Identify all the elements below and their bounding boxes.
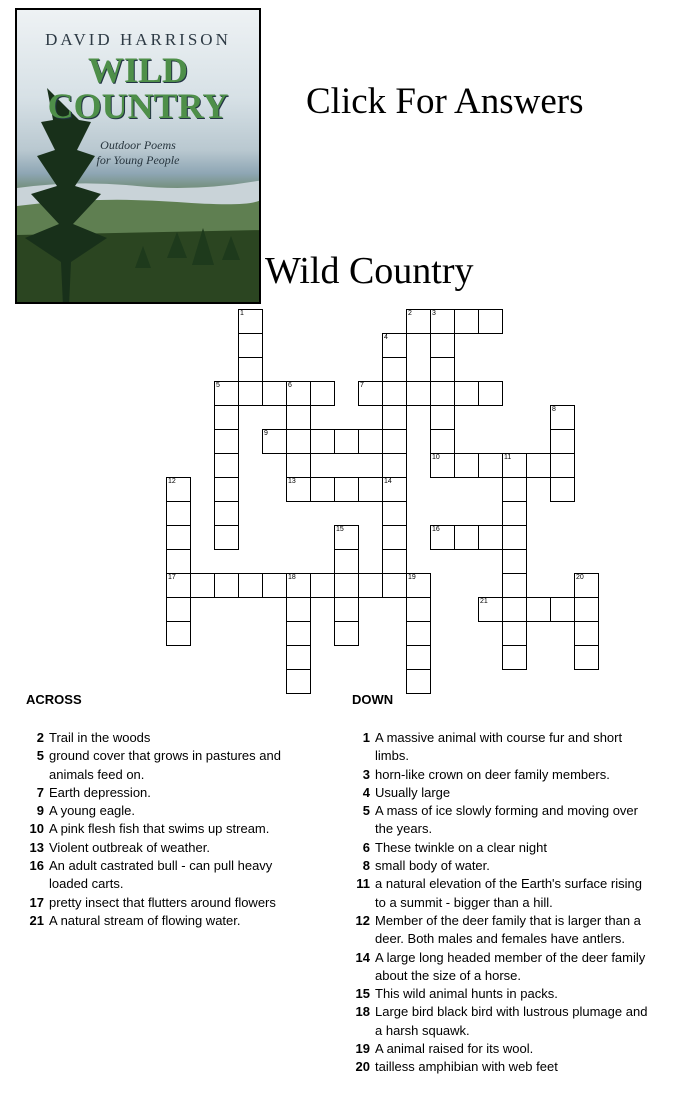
crossword-cell[interactable] [478,453,503,478]
crossword-cell[interactable] [358,573,383,598]
crossword-cell[interactable] [454,525,479,550]
crossword-cell[interactable] [214,477,239,502]
across-clue-13 [26,839,301,857]
clue-number: 9 [36,803,44,819]
clue-number: 21 [29,912,44,928]
crossword-cell[interactable] [478,525,503,550]
cell-number: 12 [168,478,176,485]
crossword-cell[interactable] [478,597,503,622]
crossword-cell[interactable] [454,309,479,334]
cell-number: 13 [288,478,296,485]
clue-number: 1 [362,730,370,745]
crossword-cell[interactable] [238,381,263,406]
down-clue-18 [352,1003,652,1040]
cell-number: 17 [168,574,176,581]
crossword-cell[interactable] [214,381,239,406]
cell-number: 6 [288,382,292,389]
crossword-cell[interactable] [286,453,311,478]
clue-number: 13 [29,839,44,855]
crossword-cell[interactable] [382,477,407,502]
crossword-cell[interactable] [286,405,311,430]
crossword-cell[interactable] [214,429,239,454]
cell-number: 19 [408,574,416,581]
clue-text: Large bird black bird with lustrous plumage and a harsh squawk. [375,1004,648,1038]
crossword-cell[interactable] [286,429,311,454]
clue-text: pretty insect that flutters around flowers [49,894,276,910]
cell-number: 9 [264,430,268,437]
crossword-cell[interactable] [166,549,191,574]
crossword-cell[interactable] [238,309,263,334]
cover-subtitle-line1: Outdoor Poems [100,138,176,152]
crossword-cell[interactable] [214,573,239,598]
down-heading: DOWN [352,692,394,707]
crossword-cell[interactable] [310,429,335,454]
across-heading: ACROSS [26,692,82,707]
crossword-cell[interactable] [310,573,335,598]
crossword-cell[interactable] [286,669,311,694]
clue-text: A large long headed member of the deer family about the size of a horse. [375,949,646,983]
cover-title-line1: WILD [87,50,189,90]
crossword-cell[interactable] [382,357,407,382]
crossword-cell[interactable] [214,525,239,550]
crossword-cell[interactable] [166,501,191,526]
cell-number: 5 [216,382,220,389]
clue-text: Usually large [375,784,451,800]
crossword-cell[interactable] [406,309,431,334]
cell-number: 7 [360,382,364,389]
clue-text: These twinkle on a clear night [375,839,547,855]
crossword-cell[interactable] [550,597,575,622]
crossword-cell[interactable] [358,477,383,502]
clue-text: This wild animal hunts in packs. [375,986,558,1002]
cover-author: DAVID HARRISON [45,30,231,49]
across-clue-2 [26,729,301,747]
down-clue-12 [352,912,652,949]
across-clue-17 [26,894,301,912]
click-for-answers-link[interactable]: Click For Answers [306,81,584,122]
crossword-cell[interactable] [214,501,239,526]
crossword-cell[interactable] [574,645,599,670]
crossword-cell[interactable] [550,453,575,478]
crossword-cell[interactable] [406,381,431,406]
crossword-cell[interactable] [334,621,359,646]
crossword-cell[interactable] [430,357,455,382]
crossword-cell[interactable] [238,573,263,598]
clue-number: 2 [36,730,44,745]
crossword-cell[interactable] [526,597,551,622]
cell-number: 4 [384,334,388,341]
cover-title [17,52,259,124]
crossword-cell[interactable] [310,381,335,406]
crossword-cell[interactable] [574,573,599,598]
crossword-cell[interactable] [454,381,479,406]
clue-text: horn-like crown on deer family members. [375,766,610,782]
crossword-cell[interactable] [334,525,359,550]
crossword-cell[interactable] [502,597,527,622]
crossword-cell[interactable] [406,669,431,694]
clue-number: 6 [362,839,370,855]
crossword-cell[interactable] [502,621,527,646]
cell-number: 14 [384,478,392,485]
crossword-cell[interactable] [382,549,407,574]
crossword-cell[interactable] [478,309,503,334]
crossword-cell[interactable] [550,429,575,454]
down-clue-20 [352,1058,652,1076]
crossword-cell[interactable] [502,525,527,550]
cell-number: 8 [552,406,556,413]
crossword-cell[interactable] [286,621,311,646]
clue-text: A young eagle. [49,803,136,819]
clue-text: Member of the deer family that is larger than a deer. Both males and females have antlers. [375,912,641,947]
crossword-cell[interactable] [382,381,407,406]
crossword-cell[interactable] [454,453,479,478]
crossword-cell[interactable] [334,597,359,622]
crossword-cell[interactable] [358,429,383,454]
crossword-cell[interactable] [502,645,527,670]
crossword-cell[interactable] [166,573,191,598]
cell-number: 21 [480,598,488,605]
clue-number: 7 [36,784,44,800]
crossword-cell[interactable] [334,549,359,574]
down-clue-5 [352,802,652,839]
clue-number: 16 [29,858,44,874]
crossword-cell[interactable] [406,645,431,670]
clue-text: A pink flesh fish that swims up stream. [49,821,270,837]
down-clue-4 [352,784,652,802]
clue-number: 3 [362,766,370,782]
crossword-cell[interactable] [430,405,455,430]
crossword-cell[interactable] [430,429,455,454]
clue-text: A natural stream of flowing water. [49,912,241,928]
cell-number: 18 [288,574,296,581]
crossword-cell[interactable] [430,453,455,478]
crossword-cell[interactable] [166,525,191,550]
crossword-cell[interactable] [550,405,575,430]
cover-title-line2: COUNTRY [47,86,229,126]
clue-number: 11 [356,876,370,892]
clue-text: tailless amphibian with web feet [375,1059,558,1075]
crossword-cell[interactable] [382,573,407,598]
clue-number: 19 [355,1041,370,1057]
cover-subtitle [17,138,259,168]
cell-number: 16 [432,526,440,533]
crossword-cell[interactable] [502,549,527,574]
clue-number: 20 [355,1059,370,1075]
clue-number: 18 [355,1004,370,1020]
crossword-cell[interactable] [406,597,431,622]
crossword-cell[interactable] [286,381,311,406]
book-cover [15,8,261,304]
clue-number: 5 [36,748,44,764]
crossword-cell[interactable] [262,429,287,454]
cell-number: 1 [240,310,244,317]
clue-text: a natural elevation of the Earth's surface rising to a summit - bigger than a hill. [375,876,642,910]
crossword-cell[interactable] [430,525,455,550]
clue-number: 10 [29,821,44,837]
crossword-cell[interactable] [214,405,239,430]
crossword-cell[interactable] [406,573,431,598]
crossword-cell[interactable] [334,477,359,502]
across-clue-10 [26,820,301,838]
across-clue-9 [26,802,301,820]
clue-text: Violent outbreak of weather. [49,839,210,855]
clue-text: small body of water. [375,858,490,874]
crossword-cell[interactable] [502,477,527,502]
crossword-cell[interactable] [574,597,599,622]
crossword-cell[interactable] [286,477,311,502]
crossword-cell[interactable] [286,597,311,622]
crossword-cell[interactable] [382,453,407,478]
crossword-cell[interactable] [550,477,575,502]
across-clue-21 [26,912,301,930]
crossword-cell[interactable] [310,477,335,502]
clue-text: A animal raised for its wool. [375,1041,534,1057]
crossword-cell[interactable] [382,333,407,358]
cover-subtitle-line2: for Young People [96,153,180,167]
down-clue-3 [352,766,652,784]
crossword-cell[interactable] [166,621,191,646]
cell-number: 11 [504,454,512,461]
crossword-cell[interactable] [286,645,311,670]
clue-text: An adult castrated bull - can pull heavy loaded carts. [49,858,273,892]
clue-text: Earth depression. [49,784,151,800]
crossword-cell[interactable] [478,381,503,406]
crossword-cell[interactable] [262,381,287,406]
crossword-cell[interactable] [334,573,359,598]
across-clue-7 [26,784,301,802]
crossword-cell[interactable] [262,573,287,598]
down-clue-14 [352,949,652,986]
crossword-cell[interactable] [430,333,455,358]
crossword-cell[interactable] [430,381,455,406]
cell-number: 3 [432,310,436,317]
clue-number: 8 [362,858,370,874]
cell-number: 20 [576,574,584,581]
clue-number: 4 [362,784,370,800]
crossword-cell[interactable] [382,405,407,430]
crossword-cell[interactable] [502,501,527,526]
crossword-cell[interactable] [334,429,359,454]
crossword-cell[interactable] [382,501,407,526]
crossword-cell[interactable] [382,429,407,454]
crossword-cell[interactable] [238,333,263,358]
down-clue-6 [352,839,652,857]
cell-number: 10 [432,454,440,461]
across-clue-16 [26,857,301,894]
crossword-cell[interactable] [526,453,551,478]
cell-number: 15 [336,526,344,533]
clue-number: 14 [355,949,370,965]
across-clue-5 [26,747,301,784]
crossword-cell[interactable] [430,309,455,334]
down-clue-11 [352,875,652,912]
crossword-cell[interactable] [166,597,191,622]
clue-number: 15 [355,986,370,1002]
crossword-cell[interactable] [286,573,311,598]
down-clue-1 [352,729,652,766]
down-clue-list [352,729,652,1077]
crossword-cell[interactable] [358,381,383,406]
crossword-cell[interactable] [190,573,215,598]
crossword-cell[interactable] [406,621,431,646]
clue-text: A massive animal with course fur and short limbs. [375,730,623,764]
clue-text: A mass of ice slowly forming and moving over the years. [375,803,638,837]
cell-number: 2 [408,310,412,317]
across-clue-list [26,729,301,930]
down-clue-8 [352,857,652,875]
puzzle-title: Wild Country [265,250,474,292]
clue-number: 17 [29,894,44,910]
crossword-cell[interactable] [238,357,263,382]
down-clue-15 [352,985,652,1003]
down-clue-19 [352,1040,652,1058]
clue-text: ground cover that grows in pastures and animals feed on. [49,748,281,782]
crossword-cell[interactable] [382,525,407,550]
clue-number: 5 [362,803,370,819]
clue-number: 12 [355,912,370,928]
crossword-cell[interactable] [502,453,527,478]
crossword-cell[interactable] [502,573,527,598]
crossword-cell[interactable] [214,453,239,478]
clue-text: Trail in the woods [49,730,151,745]
crossword-cell[interactable] [166,477,191,502]
crossword-cell[interactable] [574,621,599,646]
